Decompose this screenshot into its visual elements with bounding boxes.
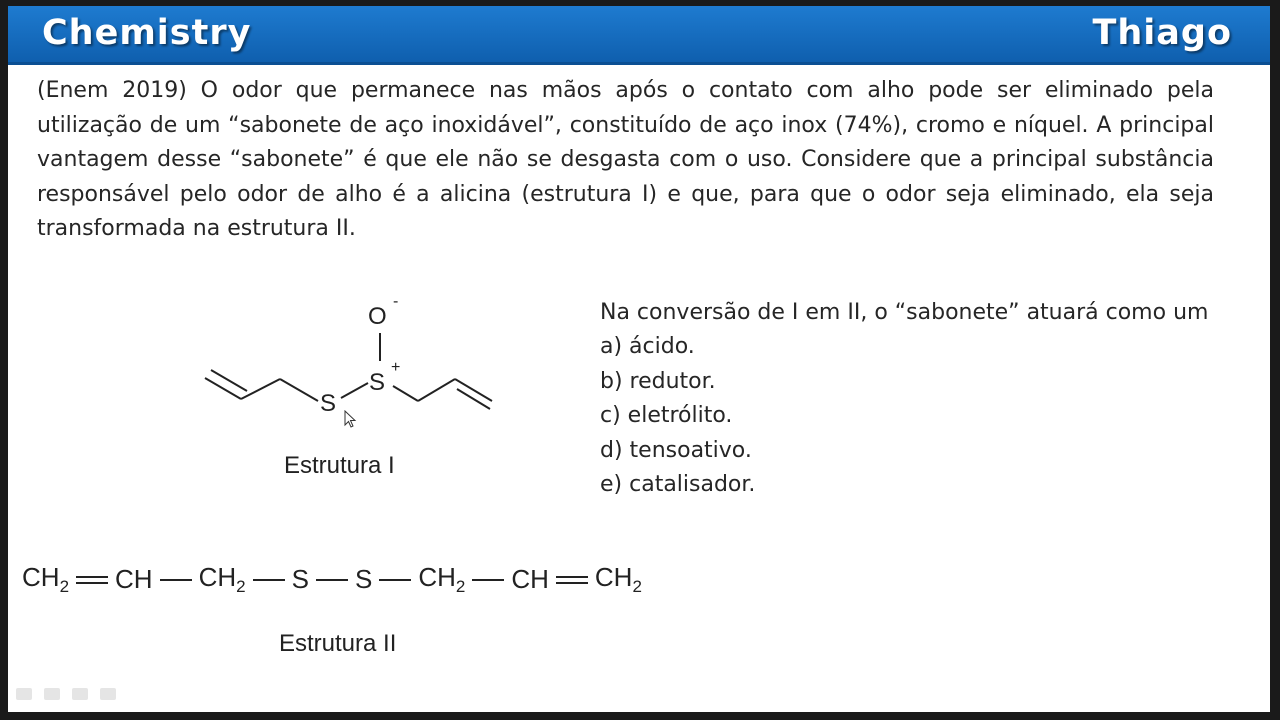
- pen-icon[interactable]: [44, 688, 60, 700]
- double-bond: [556, 576, 588, 584]
- group-ch-2: CH: [511, 564, 549, 594]
- group-ch2-4: $CH_2$: [594, 562, 642, 596]
- option-a: a) ácido.: [600, 334, 695, 360]
- single-bond: [472, 579, 504, 581]
- single-bond: [160, 579, 192, 581]
- menu-icon[interactable]: [72, 688, 88, 700]
- question-prompt: Na conversão de I em II, o “sabonete” atuará como um: [600, 300, 1209, 325]
- sulfur-cation-atom: S: [369, 369, 386, 396]
- group-ch2-2: $CH_2$: [198, 562, 246, 596]
- answer-area: [600, 296, 1208, 502]
- mouse-cursor-icon: [344, 410, 358, 430]
- presentation-toolbar[interactable]: [16, 688, 116, 700]
- next-slide-icon[interactable]: [100, 688, 116, 700]
- group-ch2-1: $CH_2$: [22, 562, 70, 596]
- group-ch-1: CH: [115, 564, 153, 594]
- double-bond: [76, 576, 108, 584]
- question-text: (Enem 2019) O odor que permanece nas mãos após o contato com alho pode ser eliminado pela utilização de um “sabonete de aço inoxidável”, constituído de aço inox (74%), cromo e níquel. A principal vantagem desse “sabonete” é que ele não se desgasta com o uso. Considere que a principal substância responsável pelo odor de alho é a alicina (estrutura I) e que, para que o odor seja eliminado, ela seja transformada na estrutura II.: [37, 78, 1214, 241]
- option-b: b) redutor.: [600, 368, 716, 394]
- oxygen-charge: -: [393, 293, 399, 310]
- option-d: d) tensoativo.: [600, 437, 752, 463]
- oxygen-atom: O: [368, 303, 387, 330]
- prev-slide-icon[interactable]: [16, 688, 32, 700]
- structure-1-caption: Estrutura I: [284, 452, 395, 479]
- option-c: c) eletrólito.: [600, 403, 733, 429]
- single-bond: [316, 579, 348, 581]
- sulfur-atom: S: [320, 390, 337, 417]
- option-e: e) catalisador.: [600, 472, 756, 498]
- sulfur-charge: +: [391, 359, 401, 376]
- group-s-1: S: [291, 564, 309, 594]
- single-bond: [379, 579, 411, 581]
- group-ch2-3: $CH_2$: [418, 562, 466, 596]
- slide: [8, 6, 1270, 712]
- teacher-name: Thiago: [1092, 13, 1232, 53]
- group-s-2: S: [354, 564, 373, 594]
- structure-2-caption: Estrutura II: [279, 630, 397, 657]
- subject-title: Chemistry: [42, 13, 252, 53]
- structure-2-formula: [22, 562, 642, 597]
- single-bond: [253, 579, 285, 581]
